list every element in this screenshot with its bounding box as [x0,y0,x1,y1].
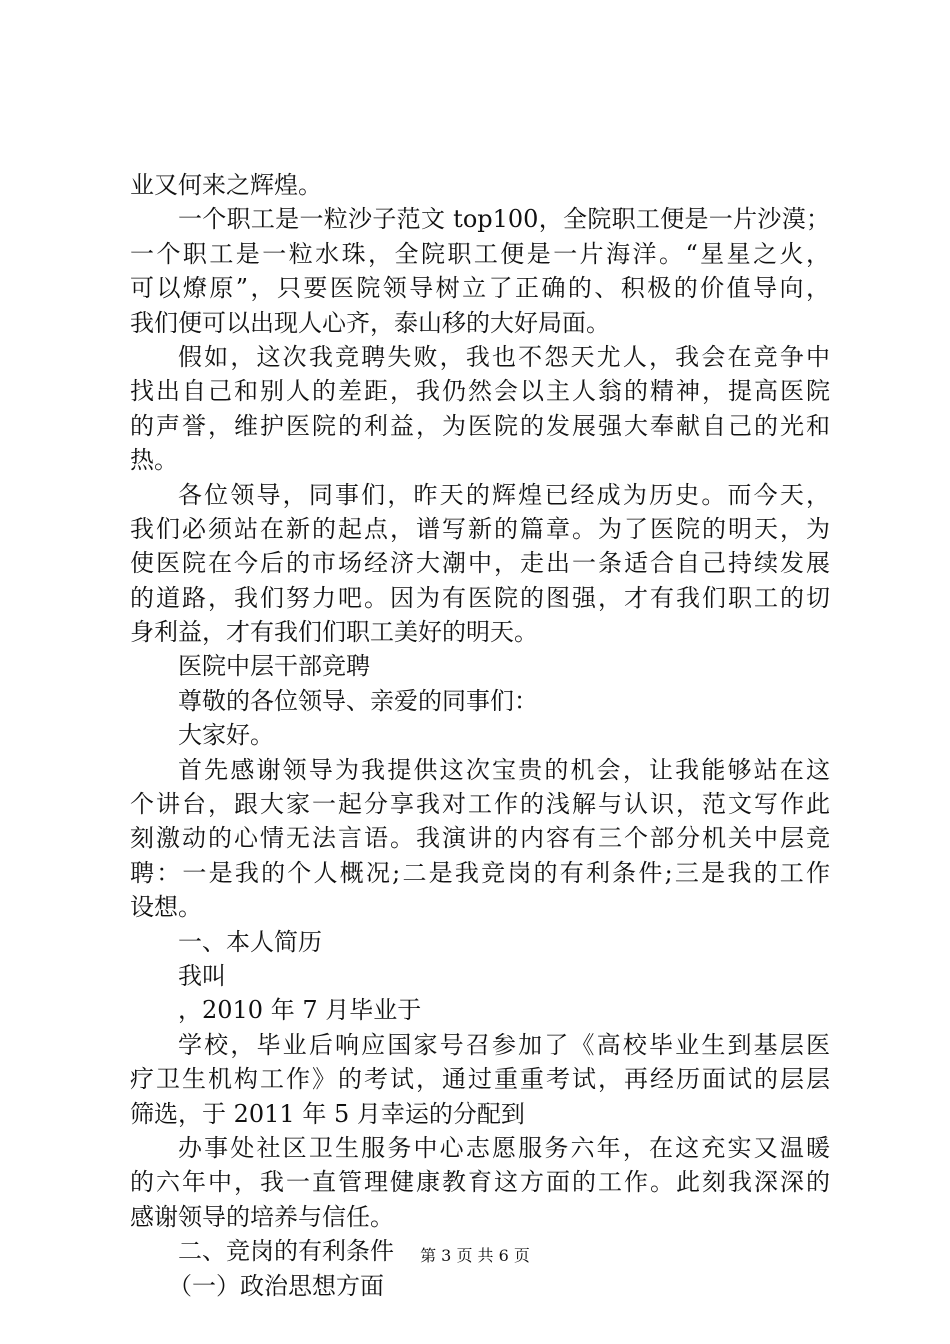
text-line: 找出自己和别人的差距，我仍然会以主人翁的精神，提高医院 [130,377,830,406]
text-line: （一）政治思想方面 [168,1271,384,1300]
text-line: 刻激动的心情无法言语。我演讲的内容有三个部分机关中层竞 [130,824,830,853]
text-line: 身利益，才有我们们职工美好的明天。 [130,618,538,647]
text-line: 一个职工是一粒沙子范文 top100，全院职工便是一片沙漠； [178,205,830,234]
text-line: 的声誉，维护医院的利益，为医院的发展强大奉献自己的光和 [130,411,830,440]
text-line: 大家好。 [178,721,274,750]
text-line: 我们必须站在新的起点，谱写新的篇章。为了医院的明天，为 [130,514,830,543]
text-line: 感谢领导的培养与信任。 [130,1202,394,1231]
text-line: 医院中层干部竞聘 [178,652,370,681]
text-line: 办事处社区卫生服务中心志愿服务六年，在这充实又温暖 [178,1133,830,1162]
text-line: 可以燎原”，只要医院领导树立了正确的、积极的价值导向， [130,274,830,303]
text-line: 首先感谢领导为我提供这次宝贵的机会，让我能够站在这 [178,755,830,784]
text-line: 筛选，于 2011 年 5 月幸运的分配到 [130,1099,525,1128]
text-line: 一个职工是一粒水珠，全院职工便是一片海洋。“星星之火， [130,239,830,268]
text-line: 我叫 [178,961,226,990]
text-line: ，2010 年 7 月毕业于 [178,996,422,1025]
text-line: 聘：一是我的个人概况;二是我竞岗的有利条件;三是我的工作 [130,858,830,887]
text-line: 各位领导，同事们，昨天的辉煌已经成为历史。而今天， [178,480,830,509]
text-line: 个讲台，跟大家一起分享我对工作的浅解与认识，范文写作此 [130,790,830,819]
page-footer: 第 3 页 共 6 页 [420,1246,530,1265]
text-line: 使医院在今后的市场经济大潮中，走出一条适合自己持续发展 [130,549,830,578]
text-line: 假如，这次我竞聘失败，我也不怨天尤人，我会在竞争中 [178,342,830,371]
text-line: 一、本人简历 [178,927,322,956]
text-line: 学校，毕业后响应国家号召参加了《高校毕业生到基层医 [178,1030,830,1059]
text-line: 热。 [130,446,178,475]
text-line: 设想。 [130,893,202,922]
text-line: 疗卫生机构工作》的考试，通过重重考试，再经历面试的层层 [130,1065,830,1094]
text-line: 业又何来之辉煌。 [130,171,322,199]
text-line: 的六年中，我一直管理健康教育这方面的工作。此刻我深深的 [130,1168,830,1197]
text-line: 我们便可以出现人心齐，泰山移的大好局面。 [130,308,610,337]
text-line: 尊敬的各位领导、亲爱的同事们： [178,686,538,715]
text-line: 二、竞岗的有利条件 [178,1237,394,1266]
text-line: 的道路，我们努力吧。因为有医院的图强，才有我们职工的切 [130,583,830,612]
document-body [130,168,830,1303]
